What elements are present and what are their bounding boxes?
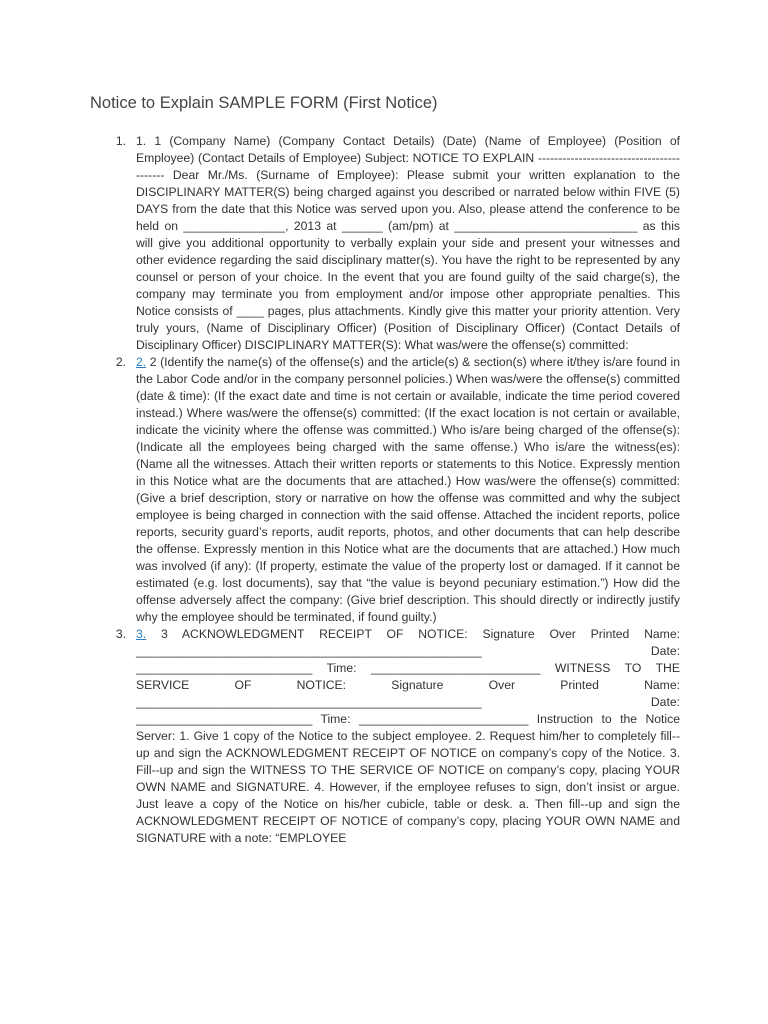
item-body <box>136 626 680 847</box>
item-text: 2 (Identify the name(s) of the offense(s) and the article(s) & section(s) where it/they is/are found in the Labor Code and/or in the company personnel policies.) When was/were the offense(s) committed (date & time): (If the exact date and time is not certain or available, indicate the time period covered instead.) Where was/were the offense(s) committed: (If the exact location is not certain or available, indicate the vicinity where the offense was committed.) Who is/are being charged of the offense(s): (Indicate all the employees being charged with the same offense.) Who is/are the witness(es): (Name all the witnesses. Attach their written reports or statements to this Notice. Expressly mention in this Notice what are the documents that are attached.) How was/were the offense(s) committed: (Give a brief description, story or narrative on how the offense was committed and why the subject employee is being charged in connection with the said offense. Attached the incident reports, police reports, security guard’s reports, audit reports, photos, and other documents that can help describe the offense. Expressly mention in this Notice what are the documents that are attached.) How much was involved (if any): (If property, estimate the value of the property lost or damaged. If it cannot be estimated (e.g. lost documents), say that “the value is beyond pecuniary estimation.”) How did the offense adversely affect the company: (Give brief description. This should directly or indirectly justify why the employee should be terminated, if found guilty.) <box>136 355 680 624</box>
list-item-2 <box>100 354 680 626</box>
item-text: 3 ACKNOWLEDGMENT RECEIPT OF NOTICE: Signature Over Printed Name: ___________________________________________________ Date: __________________________ Time: _________________________ WITNESS TO THE SERVICE OF NOTICE: Signature Over Printed Name: ___________________________________________________ Date: __________________________ Time: _________________________ Instruction to the Notice Server: 1. Give 1 copy of the Notice to the subject employee. 2. Request him/her to completely fill--up and sign the ACKNOWLEDGMENT RECEIPT OF NOTICE on company’s copy of the Notice. 3. Fill--up and sign the WITNESS TO THE SERVICE OF NOTICE on company’s copy, placing YOUR OWN NAME and SIGNATURE. 4. However, if the employee refuses to sign, don’t insist or argue. Just leave a copy of the Notice on his/her cubicle, table or desk. a. Then fill--up and sign the ACKNOWLEDGMENT RECEIPT OF NOTICE of company’s copy, placing YOUR OWN NAME and SIGNATURE with a note: “EMPLOYEE <box>136 627 680 845</box>
item-number: 1. <box>115 134 126 148</box>
document-title: Notice to Explain SAMPLE FORM (First Notice) <box>90 94 438 112</box>
list-item-1 <box>100 133 680 354</box>
item-body <box>136 354 680 626</box>
item-number: 3. <box>115 627 126 641</box>
item-number: 2. <box>115 355 126 369</box>
item-text: 1. 1 (Company Name) (Company Contact Details) (Date) (Name of Employee) (Position of Employee) (Contact Details of Employee) Subject: NOTICE TO EXPLAIN ------------------------------------------ Dear Mr./Ms. (Surname of Employee): Please submit your written explanation to the DISCIPLINARY MATTER(S) being charged against you described or narrated below within FIVE (5) DAYS from the date that this Notice was served upon you. Also, please attend the conference to be held on _______________, 2013 at ______ (am/pm) at ___________________________ as this will give you additional opportunity to verbally explain your side and present your witnesses and other evidence regarding the said disciplinary matter(s). You have the right to be represented by any counsel or person of your choice. In the event that you are found guilty of the said charge(s), the company may terminate you from employment and/or impose other appropriate penalties. This Notice consists of ____ pages, plus attachments. Kindly give this matter your priority attention. Very truly yours, (Name of Disciplinary Officer) (Position of Disciplinary Officer) (Contact Details of Disciplinary Officer) DISCIPLINARY MATTER(S): What was/were the offense(s) committed: <box>136 134 680 352</box>
item-anchor-link[interactable]: 2. <box>136 355 147 369</box>
list-item-3 <box>100 626 680 847</box>
item-anchor-link[interactable]: 3. <box>136 627 147 641</box>
notice-items-list <box>100 133 680 847</box>
